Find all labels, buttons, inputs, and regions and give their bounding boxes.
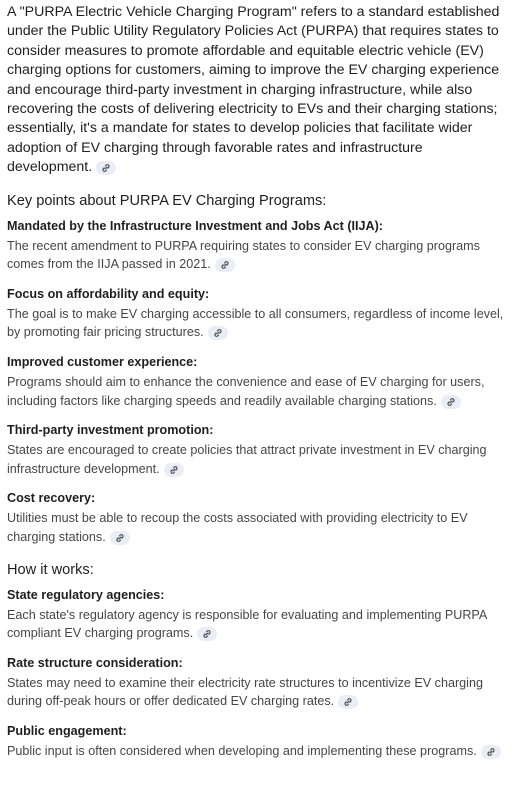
key-point-body <box>7 237 506 274</box>
how-it-works-heading: How it works: <box>7 561 94 578</box>
link-icon <box>115 533 125 543</box>
key-point-item <box>7 421 506 478</box>
key-point-item <box>7 285 506 342</box>
key-points-heading: Key points about PURPA EV Charging Programs: <box>7 192 327 209</box>
key-point-text: The recent amendment to PURPA requiring states to consider EV charging programs comes from the IIJA passed in 2021. <box>7 238 480 272</box>
source-link-chip[interactable] <box>441 395 461 409</box>
how-it-works-list <box>7 586 506 761</box>
how-it-works-title: Rate structure consideration: <box>7 655 183 670</box>
link-icon <box>446 397 456 407</box>
how-it-works-text: States may need to examine their electricity rate structures to incentivize EV charging during off-peak hours or offer dedicated EV charging rates. <box>7 675 483 709</box>
source-link-chip[interactable] <box>197 627 217 641</box>
key-point-title: Third-party investment promotion: <box>7 423 214 438</box>
source-link-chip[interactable] <box>215 258 235 272</box>
link-icon <box>486 747 496 757</box>
how-it-works-text: Public input is often considered when developing and implementing these programs. <box>7 743 477 758</box>
how-it-works-item <box>7 654 506 711</box>
link-icon <box>213 328 223 338</box>
intro-paragraph <box>7 3 506 178</box>
link-icon <box>202 629 212 639</box>
key-point-item <box>7 353 506 410</box>
source-link-chip[interactable] <box>481 745 501 759</box>
key-point-text: Utilities must be able to recoup the costs associated with providing electricity to EV charging stations. <box>7 511 468 544</box>
key-point-body <box>7 441 506 478</box>
key-point-text: The goal is to make EV charging accessible to all consumers, regardless of income level, by promoting fair pricing structures. <box>7 306 504 340</box>
how-it-works-item <box>7 586 506 643</box>
how-it-works-title: Public engagement: <box>7 723 127 738</box>
how-it-works-body <box>7 674 506 711</box>
key-point-text: States are encouraged to create policies that attract private investment in EV charging infrastructure development. <box>7 443 487 476</box>
intro-text: A "PURPA Electric Vehicle Charging Program" refers to a standard established under the Public Utility Regulatory Policies Act (PURPA) that requires states to consider measures to promote affordable and equitable electric vehicle (EV) charging options for customers, aiming to improve the EV charging experience and encourage third-party investment in charging infrastructure, while also recovering the costs of delivering electricity to EVs and their charging stations; essentially, it's a mandate for states to develop policies that facilitate wider adoption of EV charging through favorable rates and infrastructure development. <box>7 4 500 176</box>
key-point-title: Improved customer experience: <box>7 355 198 370</box>
source-link-chip[interactable] <box>110 531 130 545</box>
how-it-works-body <box>7 606 506 643</box>
how-it-works-title: State regulatory agencies: <box>7 587 165 602</box>
key-point-title: Focus on affordability and equity: <box>7 286 210 301</box>
key-point-item <box>7 489 506 546</box>
link-icon <box>220 260 230 270</box>
key-point-text: Programs should aim to enhance the convenience and ease of EV charging for users, including factors like charging speeds and readily available charging stations. <box>7 375 485 408</box>
link-icon <box>343 697 353 707</box>
key-point-item <box>7 217 506 274</box>
key-point-body <box>7 305 506 342</box>
how-it-works-body <box>7 742 506 761</box>
source-link-chip[interactable] <box>164 463 184 477</box>
link-icon <box>101 163 111 173</box>
key-point-title: Mandated by the Infrastructure Investment and Jobs Act (IIJA): <box>7 218 384 233</box>
key-points-list <box>7 217 506 547</box>
source-link-chip[interactable] <box>96 161 116 175</box>
source-link-chip[interactable] <box>208 326 228 340</box>
link-icon <box>169 465 179 475</box>
key-point-body <box>7 373 506 410</box>
how-it-works-text: Each state's regulatory agency is responsible for evaluating and implementing PURPA compliant EV charging programs. <box>7 607 487 641</box>
key-point-body <box>7 509 506 546</box>
how-it-works-item <box>7 722 506 761</box>
source-link-chip[interactable] <box>338 695 358 709</box>
key-point-title: Cost recovery: <box>7 491 96 506</box>
